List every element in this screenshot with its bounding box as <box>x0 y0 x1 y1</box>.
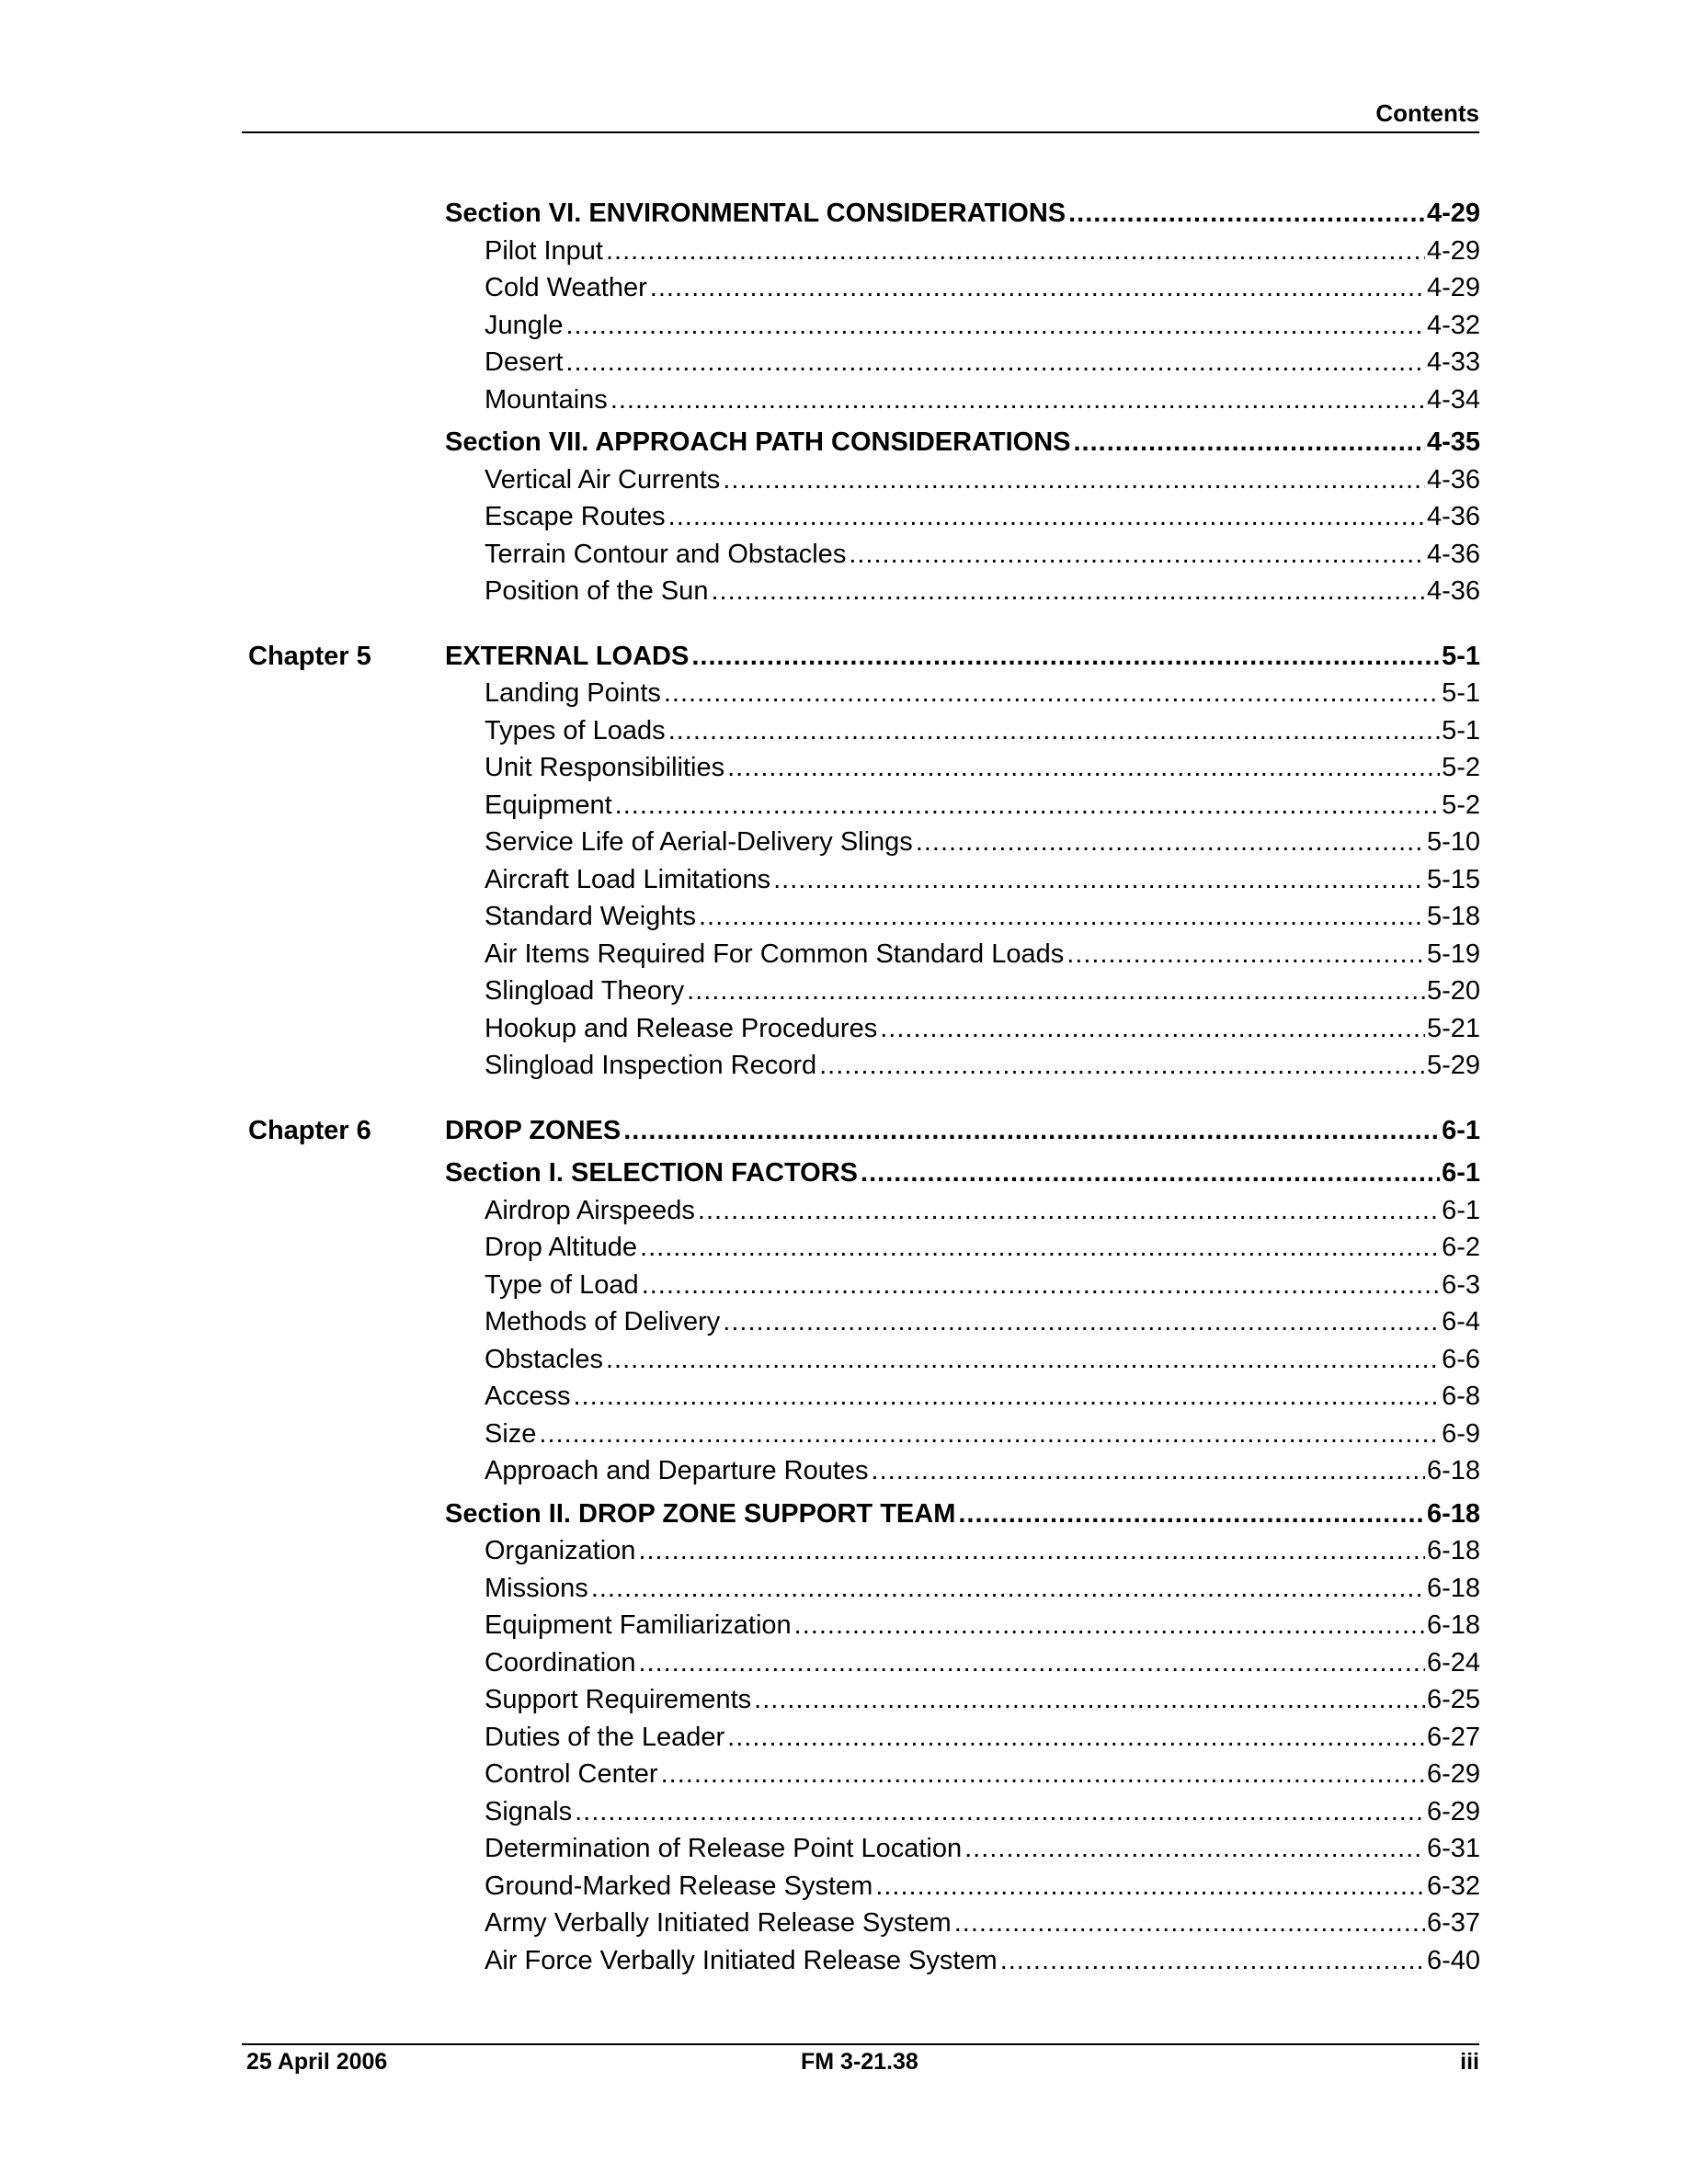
dot-leader <box>661 1756 1425 1793</box>
toc-entry-title: Slingload Inspection Record <box>485 1051 817 1080</box>
toc-row <box>0 861 1688 899</box>
toc-page-number: 5-19 <box>1426 938 1480 969</box>
toc-page-number: 6-27 <box>1426 1722 1480 1752</box>
toc-entry-title: Ground-Marked Release System <box>485 1871 873 1901</box>
toc-page-number: 6-40 <box>1426 1945 1480 1975</box>
toc-row <box>0 1192 1688 1230</box>
toc-entry-title: Approach and Departure Routes <box>485 1456 869 1485</box>
toc-entry-title: Types of Loads <box>485 715 666 745</box>
toc-entry[interactable] <box>485 307 1480 345</box>
footer-document-number: FM 3-21.38 <box>801 2049 918 2075</box>
toc-entry-title: Terrain Contour and Obstacles <box>485 539 847 569</box>
toc-row <box>0 1532 1688 1570</box>
dot-leader <box>698 1192 1440 1230</box>
toc-entry-title: EXTERNAL LOADS <box>445 641 690 671</box>
toc-page-number: 6-32 <box>1426 1871 1480 1901</box>
toc-entry-title: Unit Responsibilities <box>485 753 725 782</box>
dot-leader <box>849 536 1425 574</box>
toc-entry-title: Air Items Required For Common Standard Loads <box>485 938 1065 969</box>
toc-page-number: 4-33 <box>1426 347 1480 377</box>
toc-entry-title: Aircraft Load Limitations <box>485 864 771 894</box>
toc-page-number: 6-37 <box>1426 1908 1480 1938</box>
toc-row <box>0 1830 1688 1868</box>
toc-page-number: 4-29 <box>1426 273 1480 302</box>
toc-row <box>0 1905 1688 1942</box>
footer-page-number: iii <box>1460 2049 1479 2075</box>
toc-row <box>0 824 1688 861</box>
toc-entry[interactable] <box>485 1905 1480 1942</box>
dot-leader <box>668 712 1440 750</box>
dot-leader <box>591 1570 1425 1608</box>
dot-leader <box>664 675 1440 712</box>
dot-leader <box>754 1681 1425 1719</box>
toc-entry-title: Vertical Air Currents <box>485 464 721 495</box>
toc-entry[interactable] <box>485 1452 1480 1490</box>
dot-leader <box>650 269 1425 307</box>
toc-entry[interactable] <box>485 498 1480 536</box>
toc-row <box>0 712 1688 750</box>
toc-entry[interactable] <box>485 1416 1480 1453</box>
toc-page-number: 5-21 <box>1426 1013 1480 1043</box>
dot-leader <box>691 638 1440 676</box>
page-header-title: Contents <box>1375 99 1479 127</box>
table-of-contents <box>0 195 1688 1979</box>
dot-leader <box>668 498 1425 536</box>
toc-entry[interactable] <box>485 675 1480 712</box>
toc-entry[interactable] <box>485 1830 1480 1868</box>
dot-leader <box>539 1416 1440 1453</box>
dot-leader <box>699 898 1425 936</box>
toc-page-number: 6-1 <box>1442 1158 1480 1188</box>
toc-entry-title: Section VI. ENVIRONMENTAL CONSIDERATIONS <box>445 199 1066 228</box>
toc-page-number: 6-18 <box>1426 1610 1480 1640</box>
toc-row <box>0 1681 1688 1719</box>
toc-entry[interactable] <box>485 381 1480 419</box>
toc-entry-title: Coordination <box>485 1647 636 1678</box>
header-rule <box>242 131 1479 133</box>
toc-page-number: 6-9 <box>1442 1418 1480 1449</box>
toc-entry[interactable] <box>485 749 1480 787</box>
toc-entry-title: Type of Load <box>485 1269 639 1300</box>
toc-page-number: 6-1 <box>1442 1115 1480 1145</box>
toc-row <box>0 787 1688 825</box>
toc-entry[interactable] <box>485 712 1480 750</box>
toc-entry-title: Army Verbally Initiated Release System <box>485 1908 952 1938</box>
toc-entry-title: Standard Weights <box>485 902 696 931</box>
toc-entry[interactable] <box>485 461 1480 499</box>
toc-page-number: 6-24 <box>1426 1647 1480 1678</box>
toc-page-number: 4-35 <box>1426 427 1480 457</box>
toc-page-number: 6-2 <box>1442 1233 1480 1262</box>
toc-entry-title: Section VII. APPROACH PATH CONSIDERATIONS <box>445 427 1071 457</box>
toc-row <box>0 1793 1688 1831</box>
toc-row <box>0 307 1688 345</box>
dot-leader <box>606 1341 1440 1379</box>
toc-page-number: 4-29 <box>1426 199 1480 228</box>
toc-page-number: 5-2 <box>1442 753 1480 782</box>
toc-entry[interactable] <box>485 1341 1480 1379</box>
dot-leader <box>638 1532 1425 1570</box>
toc-page-number: 5-18 <box>1426 902 1480 931</box>
toc-row <box>0 536 1688 574</box>
toc-page-number: 6-3 <box>1442 1269 1480 1300</box>
dot-leader <box>964 1830 1425 1868</box>
toc-entry-title: Escape Routes <box>485 502 666 531</box>
toc-entry-title: Desert <box>485 347 564 377</box>
toc-entry-title: Service Life of Aerial-Delivery Slings <box>485 827 913 857</box>
dot-leader <box>958 1496 1425 1533</box>
toc-row <box>0 1155 1688 1192</box>
toc-entry-title: Pilot Input <box>485 235 603 266</box>
dot-leader <box>687 973 1425 1010</box>
toc-row <box>0 461 1688 499</box>
toc-entry[interactable] <box>485 233 1480 270</box>
dot-leader <box>723 461 1425 499</box>
toc-entry[interactable] <box>485 824 1480 861</box>
toc-page-number: 6-29 <box>1426 1759 1480 1789</box>
toc-page-number: 4-29 <box>1426 235 1480 266</box>
toc-row <box>0 898 1688 936</box>
toc-entry-title: Obstacles <box>485 1344 603 1374</box>
dot-leader <box>615 787 1440 825</box>
dot-leader <box>880 1010 1425 1048</box>
toc-page-number: 4-36 <box>1426 502 1480 531</box>
dot-leader <box>565 307 1424 345</box>
toc-entry-title: Jungle <box>485 310 564 340</box>
toc-page-number: 4-32 <box>1426 310 1480 340</box>
toc-row <box>0 233 1688 270</box>
toc-entry[interactable] <box>485 1607 1480 1644</box>
toc-entry-title: Hookup and Release Procedures <box>485 1013 878 1043</box>
dot-leader <box>861 1155 1440 1192</box>
toc-entry-title: Methods of Delivery <box>485 1307 721 1337</box>
chapter-label: Chapter 6 <box>248 1115 371 1145</box>
toc-row <box>0 1229 1688 1267</box>
dot-leader <box>565 344 1425 381</box>
toc-entry-title: Drop Altitude <box>485 1233 638 1262</box>
toc-page-number: 6-29 <box>1426 1796 1480 1826</box>
toc-page-number: 6-6 <box>1442 1344 1480 1374</box>
toc-entry[interactable] <box>485 1010 1480 1048</box>
toc-page-number: 5-15 <box>1426 864 1480 894</box>
dot-leader <box>916 824 1425 861</box>
toc-page-number: 5-1 <box>1442 715 1480 745</box>
toc-entry-title: Slingload Theory <box>485 976 685 1006</box>
toc-entry-title: Missions <box>485 1573 588 1603</box>
toc-row <box>0 573 1688 610</box>
toc-row <box>0 1267 1688 1304</box>
toc-entry[interactable] <box>485 1644 1480 1682</box>
toc-entry-title: Section II. DROP ZONE SUPPORT TEAM <box>445 1498 956 1529</box>
toc-row <box>0 1496 1688 1533</box>
toc-entry-title: Access <box>485 1382 571 1411</box>
toc-page-number: 4-36 <box>1426 464 1480 495</box>
dot-leader <box>642 1267 1440 1304</box>
toc-entry-title: Determination of Release Point Location <box>485 1834 963 1863</box>
toc-page-number: 6-25 <box>1426 1685 1480 1714</box>
toc-row <box>0 381 1688 419</box>
toc-entry[interactable] <box>485 936 1480 973</box>
chapter-heading[interactable] <box>445 1112 1480 1150</box>
toc-row <box>0 498 1688 536</box>
toc-row <box>0 1756 1688 1793</box>
toc-row <box>0 1341 1688 1379</box>
dot-leader <box>711 573 1425 610</box>
toc-entry[interactable] <box>485 269 1480 307</box>
toc-row <box>0 195 1688 233</box>
dot-leader <box>623 1112 1440 1150</box>
toc-row <box>0 344 1688 381</box>
toc-row <box>0 1112 1688 1150</box>
toc-page-number: 6-18 <box>1426 1536 1480 1565</box>
toc-entry-title: Cold Weather <box>485 273 647 302</box>
toc-row <box>0 269 1688 307</box>
dot-leader <box>773 861 1425 899</box>
toc-page-number: 5-1 <box>1442 641 1480 671</box>
toc-entry-title: Organization <box>485 1536 636 1565</box>
toc-page-number: 5-2 <box>1442 790 1480 820</box>
toc-entry-title: DROP ZONES <box>445 1115 622 1145</box>
toc-entry-title: Position of the Sun <box>485 576 709 606</box>
toc-row <box>0 1416 1688 1453</box>
toc-page-number: 5-29 <box>1426 1051 1480 1080</box>
toc-row <box>0 1452 1688 1490</box>
toc-row <box>0 675 1688 712</box>
toc-entry-title: Equipment Familiarization <box>485 1610 792 1640</box>
toc-page-number: 6-31 <box>1426 1834 1480 1863</box>
footer-rule <box>242 2043 1479 2045</box>
toc-entry[interactable] <box>485 1303 1480 1341</box>
toc-row <box>0 1868 1688 1905</box>
toc-entry[interactable] <box>485 536 1480 574</box>
toc-row <box>0 1010 1688 1048</box>
toc-row <box>0 1719 1688 1757</box>
dot-leader <box>638 1644 1425 1682</box>
dot-leader <box>723 1303 1440 1341</box>
toc-page-number: 4-36 <box>1426 539 1480 569</box>
toc-entry[interactable] <box>485 1793 1480 1831</box>
chapter-heading[interactable] <box>445 638 1480 676</box>
toc-entry-title: Section I. SELECTION FACTORS <box>445 1158 859 1188</box>
dot-leader <box>954 1905 1425 1942</box>
toc-entry-title: Control Center <box>485 1759 658 1789</box>
toc-entry[interactable] <box>485 1719 1480 1757</box>
footer-date: 25 April 2006 <box>246 2049 388 2075</box>
toc-entry[interactable] <box>485 1378 1480 1416</box>
toc-page-number: 6-1 <box>1442 1195 1480 1225</box>
toc-entry[interactable] <box>485 1570 1480 1608</box>
toc-row <box>0 424 1688 461</box>
dot-leader <box>573 1378 1440 1416</box>
toc-row <box>0 749 1688 787</box>
toc-entry[interactable] <box>485 1532 1480 1570</box>
dot-leader <box>872 1452 1425 1490</box>
section-heading[interactable] <box>445 1496 1480 1533</box>
toc-entry-title: Equipment <box>485 790 612 820</box>
toc-entry[interactable] <box>485 787 1480 825</box>
toc-row <box>0 1570 1688 1608</box>
toc-page-number: 4-36 <box>1426 576 1480 606</box>
dot-leader <box>610 381 1425 419</box>
toc-entry-title: Mountains <box>485 384 608 415</box>
dot-leader <box>1066 936 1425 973</box>
toc-entry[interactable] <box>485 573 1480 610</box>
toc-page-number: 4-34 <box>1426 384 1480 415</box>
toc-entry[interactable] <box>485 1192 1480 1230</box>
dot-leader <box>575 1793 1425 1831</box>
toc-entry[interactable] <box>485 1047 1480 1085</box>
toc-entry[interactable] <box>485 973 1480 1010</box>
toc-page-number: 5-1 <box>1442 678 1480 708</box>
toc-entry[interactable] <box>485 1229 1480 1267</box>
section-heading[interactable] <box>445 1155 1480 1192</box>
section-heading[interactable] <box>445 424 1480 461</box>
toc-row <box>0 1942 1688 1980</box>
dot-leader <box>640 1229 1440 1267</box>
toc-row <box>0 936 1688 973</box>
toc-page-number: 6-18 <box>1426 1573 1480 1603</box>
dot-leader <box>1073 424 1424 461</box>
dot-leader <box>606 233 1425 270</box>
toc-row <box>0 1303 1688 1341</box>
toc-page-number: 6-4 <box>1442 1307 1480 1337</box>
dot-leader <box>819 1047 1425 1085</box>
toc-row <box>0 638 1688 676</box>
toc-entry[interactable] <box>485 898 1480 936</box>
toc-entry[interactable] <box>485 1756 1480 1793</box>
toc-entry-title: Size <box>485 1418 537 1449</box>
toc-entry[interactable] <box>485 1267 1480 1304</box>
dot-leader <box>1068 195 1425 233</box>
toc-entry[interactable] <box>485 1942 1480 1980</box>
toc-page-number: 6-18 <box>1426 1498 1480 1529</box>
toc-entry[interactable] <box>485 344 1480 381</box>
dot-leader <box>875 1868 1425 1905</box>
dot-leader <box>1000 1942 1425 1980</box>
toc-row <box>0 1378 1688 1416</box>
section-heading[interactable] <box>445 195 1480 233</box>
toc-page-number: 6-8 <box>1442 1382 1480 1411</box>
toc-row <box>0 1607 1688 1644</box>
toc-entry-title: Landing Points <box>485 678 661 708</box>
toc-page-number: 5-10 <box>1426 827 1480 857</box>
toc-entry-title: Duties of the Leader <box>485 1722 725 1752</box>
toc-row <box>0 973 1688 1010</box>
toc-row <box>0 1047 1688 1085</box>
dot-leader <box>727 1719 1425 1757</box>
toc-entry-title: Airdrop Airspeeds <box>485 1195 695 1225</box>
chapter-label: Chapter 5 <box>248 641 371 671</box>
toc-entry-title: Signals <box>485 1796 573 1826</box>
dot-leader <box>794 1607 1425 1644</box>
toc-row <box>0 1644 1688 1682</box>
toc-entry[interactable] <box>485 1681 1480 1719</box>
toc-entry-title: Air Force Verbally Initiated Release System <box>485 1945 998 1975</box>
toc-page-number: 6-18 <box>1426 1456 1480 1485</box>
toc-page-number: 5-20 <box>1426 976 1480 1006</box>
dot-leader <box>727 749 1440 787</box>
toc-entry-title: Support Requirements <box>485 1685 752 1714</box>
toc-entry[interactable] <box>485 1868 1480 1905</box>
toc-entry[interactable] <box>485 861 1480 899</box>
